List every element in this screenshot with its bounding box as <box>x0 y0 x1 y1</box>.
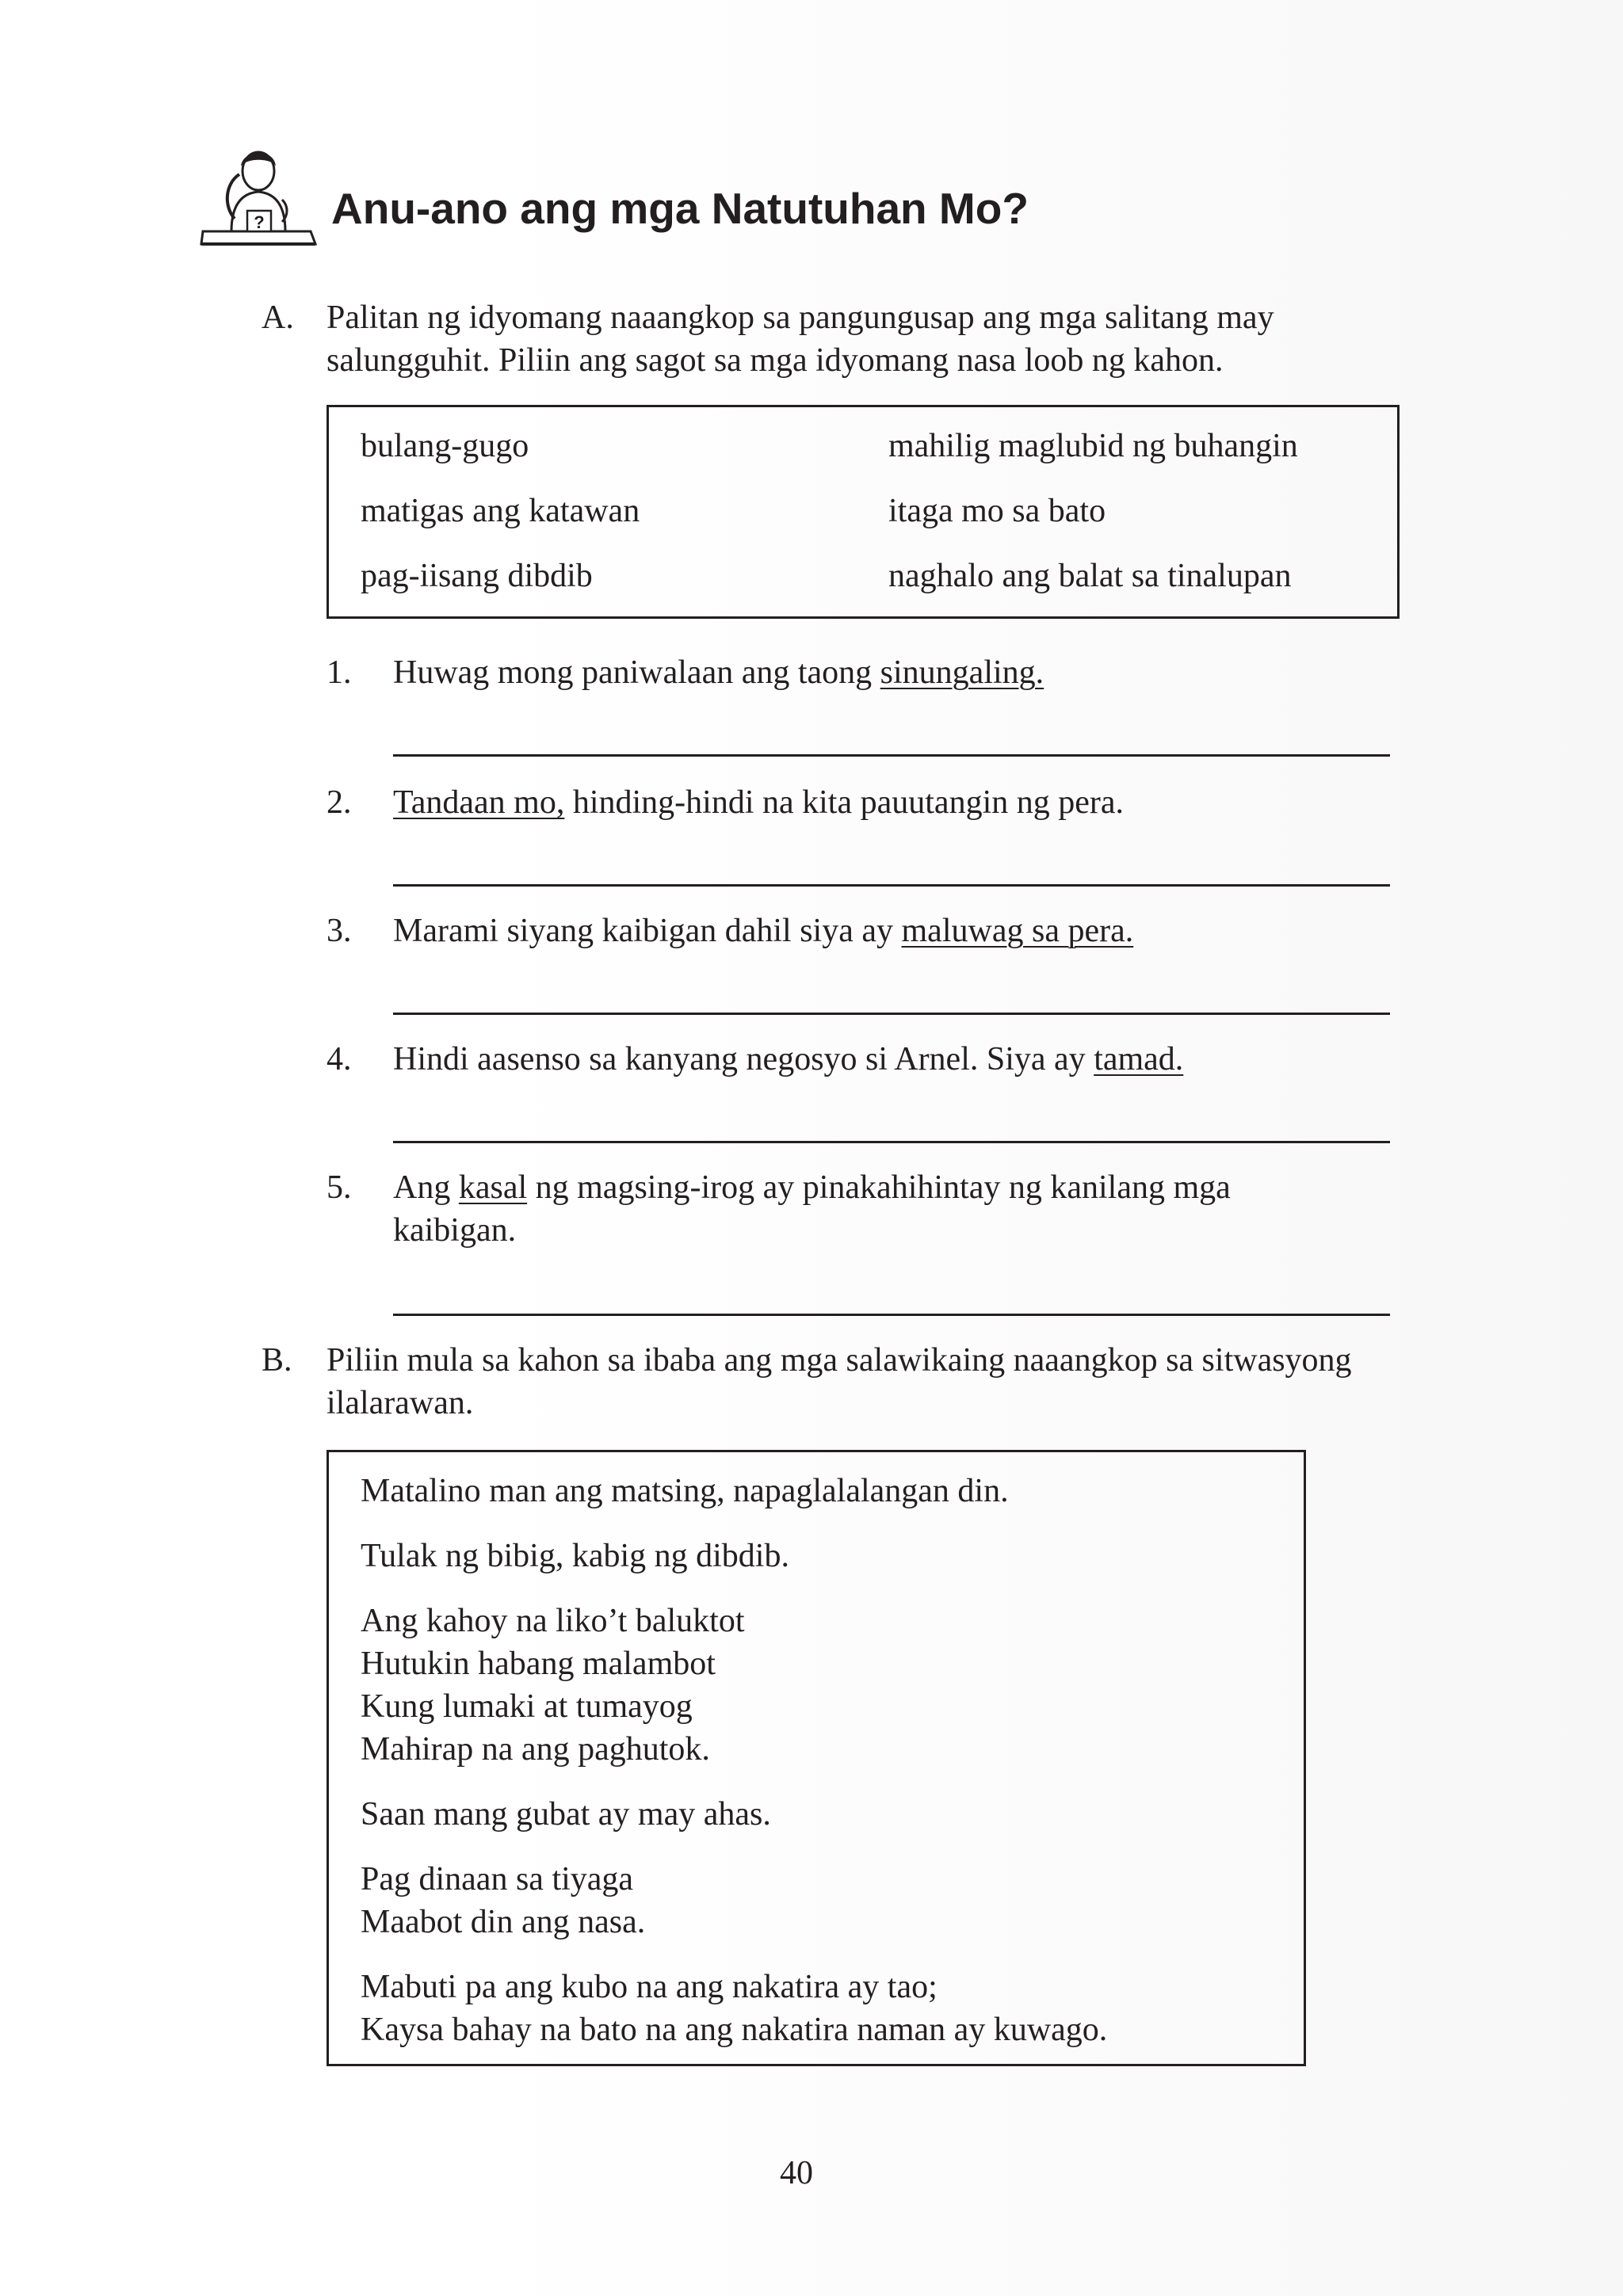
item-sentence <box>393 651 1400 694</box>
underlined-phrase: tamad. <box>1094 1041 1184 1077</box>
underlined-phrase: Tandaan mo, <box>393 784 565 821</box>
answer-line[interactable] <box>393 1013 1390 1015</box>
section-a-instruction-line2: salungguhit. Piliin ang sagot sa mga idyomang nasa loob ng kahon. <box>327 342 1224 379</box>
proverb-line: Kaysa bahay na bato na ang nakatira naman ay kuwago. <box>361 2012 1108 2048</box>
item-sentence <box>393 1166 1400 1252</box>
idiom-choice: naghalo ang balat sa tinalupan <box>888 558 1292 594</box>
section-b-instruction-line2: ilalarawan. <box>327 1385 474 1421</box>
sentence-text: hinding-hindi na kita pauutangin ng pera. <box>564 784 1125 821</box>
proverb <box>361 1600 1280 1771</box>
section-a-instruction <box>327 296 1373 382</box>
section-a-letter: A. <box>262 299 294 336</box>
item-sentence <box>393 781 1400 824</box>
answer-line[interactable] <box>393 754 1390 757</box>
proverb <box>361 1966 1280 2051</box>
proverb-line: Saan mang gubat ay may ahas. <box>361 1796 771 1833</box>
section-b-letter: B. <box>262 1342 292 1379</box>
proverb-line: Hutukin habang malambot <box>361 1646 716 1682</box>
idiom-choice: matigas ang katawan <box>361 493 640 529</box>
proverb <box>361 1535 1280 1577</box>
idiom-choice: pag-iisang dibdib <box>361 558 593 594</box>
item-sentence <box>393 910 1400 952</box>
answer-line[interactable] <box>393 1314 1390 1316</box>
underlined-phrase: maluwag sa pera. <box>901 913 1134 949</box>
sentence-text: Ang <box>393 1169 459 1206</box>
sentence-text: Marami siyang kaibigan dahil siya ay <box>393 913 902 949</box>
item-number: 2. <box>327 784 352 821</box>
idiom-choice: itaga mo sa bato <box>888 493 1106 529</box>
idiom-choice: bulang-gugo <box>361 428 529 464</box>
proverb-line: Mabuti pa ang kubo na ang nakatira ay tao; <box>361 1969 938 2005</box>
proverb-line: Matalino man ang matsing, napaglalalangan din. <box>361 1473 1009 1509</box>
sentence-text: ng magsing-irog ay pinakahihintay ng kanilang mga <box>527 1169 1231 1206</box>
proverb-line: Mahirap na ang paghutok. <box>361 1731 710 1768</box>
answer-line[interactable] <box>393 1141 1390 1143</box>
proverb-line: Maabot din ang nasa. <box>361 1904 646 1940</box>
page-title: Anu-ano ang mga Natutuhan Mo? <box>331 184 1029 233</box>
sentence-text: Huwag mong paniwalaan ang taong <box>393 654 880 691</box>
proverb <box>361 1858 1280 1943</box>
proverb <box>361 1470 1280 1512</box>
proverb-line: Pag dinaan sa tiyaga <box>361 1861 634 1897</box>
proverb <box>361 1793 1280 1836</box>
underlined-phrase: sinungaling. <box>880 654 1044 691</box>
item-number: 3. <box>327 913 352 949</box>
section-b-instruction <box>327 1339 1404 1425</box>
item-number: 5. <box>327 1169 352 1206</box>
section-b-instruction-line1: Piliin mula sa kahon sa ibaba ang mga salawikaing naaangkop sa sitwasyong <box>327 1342 1352 1379</box>
item-number: 4. <box>327 1041 352 1077</box>
underlined-phrase: kasal <box>458 1169 528 1206</box>
question-mark-glyph: ? <box>254 212 265 232</box>
page-number: 40 <box>780 2155 813 2191</box>
proverb-line: Kung lumaki at tumayog <box>361 1688 693 1725</box>
idiom-choice: mahilig maglubid ng buhangin <box>888 428 1298 464</box>
sentence-text: kaibigan. <box>393 1212 517 1249</box>
answer-line[interactable] <box>393 884 1390 887</box>
section-a-instruction-line1: Palitan ng idyomang naaangkop sa pangungusap ang mga salitang may <box>327 299 1274 336</box>
proverb-line: Tulak ng bibig, kabig ng dibdib. <box>361 1538 789 1574</box>
item-sentence <box>393 1038 1400 1081</box>
thinking-student-icon <box>200 143 317 250</box>
sentence-text: Hindi aasenso sa kanyang negosyo si Arnel. Siya ay <box>393 1041 1094 1077</box>
item-number: 1. <box>327 654 352 691</box>
idiom-choices-box <box>327 405 1400 619</box>
proverb-line: Ang kahoy na liko’t baluktot <box>361 1603 745 1639</box>
proverb-choices-box <box>327 1450 1306 2066</box>
